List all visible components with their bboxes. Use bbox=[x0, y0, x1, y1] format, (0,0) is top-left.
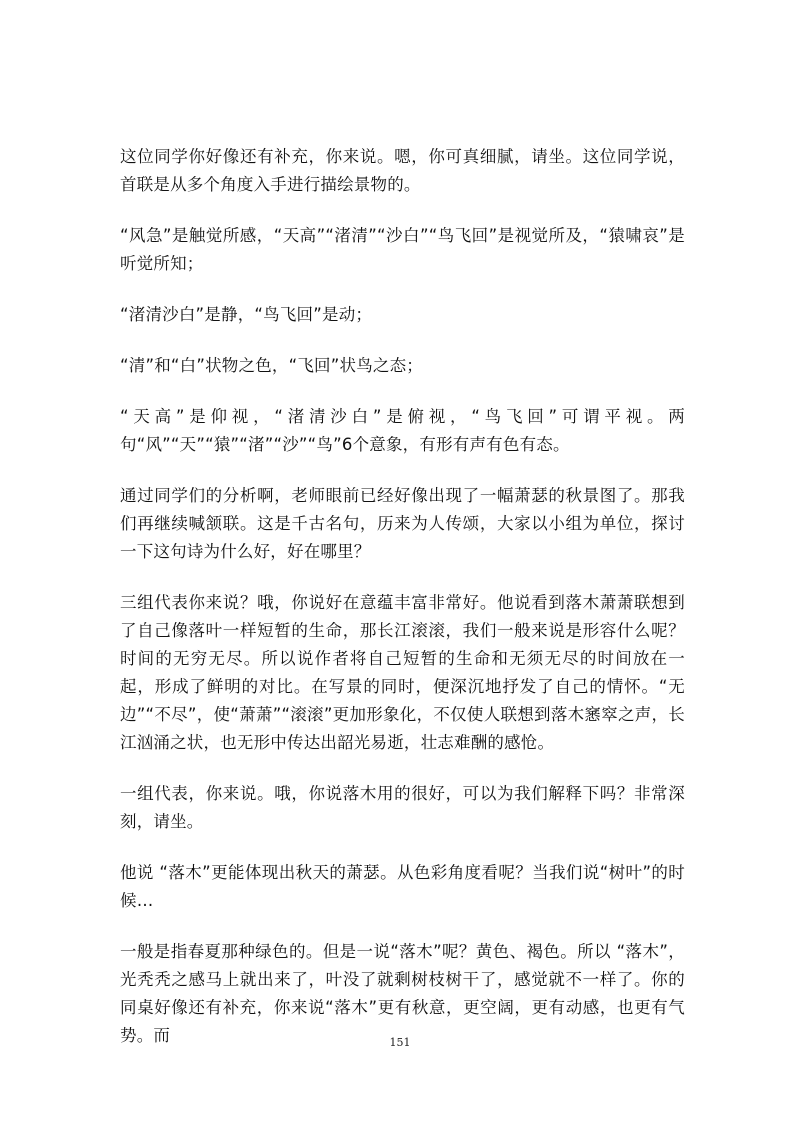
paragraph-6: 通过同学们的分析啊，老师眼前已经好像出现了一幅萧瑟的秋景图了。那我们再继续喊颔联。这是千古名句，历来为人传颂，大家以小组为单位，探讨一下这句诗为什么好，好在哪里？ bbox=[120, 486, 685, 561]
paragraph-5: “天高”是仰视，“渚清沙白”是俯视，“鸟飞回”可谓平视。两句“风”“天”“猿”“渚”“沙”“鸟”6个意象，有形有声有色有态。 bbox=[120, 407, 685, 454]
paragraph-2: “风急”是触觉所感，“天高”“渚清”“沙白”“鸟飞回”是视觉所及，“猿啸哀”是听觉所知； bbox=[120, 226, 685, 273]
paragraph-3: “渚清沙白”是静，“鸟飞回”是动； bbox=[120, 305, 373, 324]
paragraph-1: 这位同学你好像还有补充，你来说。嗯，你可真细腻，请坐。这位同学说，首联是从多个角度入手进行描绘景物的。 bbox=[120, 147, 685, 194]
body-text bbox=[120, 143, 685, 1073]
paragraph-8: 一组代表，你来说。哦，你说落木用的很好，可以为我们解释下吗？非常深刻，请坐。 bbox=[120, 784, 685, 831]
paragraph-10: 一般是指春夏那种绿色的。但是一说“落木”呢？黄色、褐色。所以 “落木”，光秃秃之感马上就出来了，叶没了就剩树枝树干了，感觉就不一样了。你的同桌好像还有补充，你来说“落木”更有秋意，更空阔，更有动感，也更有气势。而 bbox=[120, 942, 685, 1045]
paragraph-7: 三组代表你来说？哦，你说好在意蕴丰富非常好。他说看到落木萧萧联想到了自己像落叶一样短暂的生命，那长江滚滚，我们一般来说是形容什么呢？时间的无穷无尽。所以说作者将自己短暂的生命和无须无尽的时间放在一起，形成了鲜明的对比。在写景的同时，便深沉地抒发了自己的情怀。“无边”“不尽”，使“萧萧”“滚滚”更加形象化，不仅使人联想到落木窸窣之声，长江汹涌之状，也无形中传达出韶光易逝，壮志难酬的感怆。 bbox=[120, 593, 685, 752]
paragraph-9: 他说 “落木”更能体现出秋天的萧瑟。从色彩角度看呢？当我们说“树叶”的时候… bbox=[120, 863, 685, 910]
paragraph-4: “清”和“白”状物之色，“飞回”状鸟之态； bbox=[120, 356, 423, 375]
page-number: 151 bbox=[389, 1036, 411, 1049]
